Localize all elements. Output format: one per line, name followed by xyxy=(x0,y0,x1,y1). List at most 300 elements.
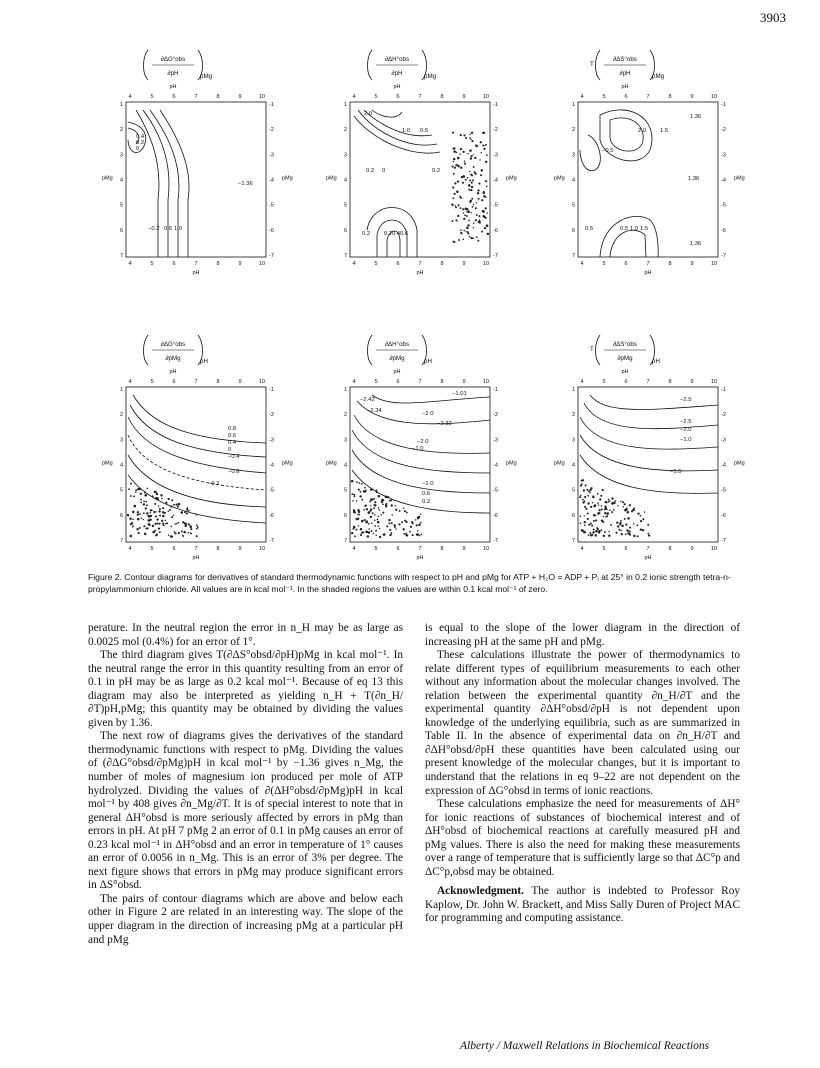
y-tick-left: 5 xyxy=(571,202,575,209)
shade-dot xyxy=(621,534,623,536)
shade-dot xyxy=(486,224,488,226)
shade-dot xyxy=(359,495,361,497)
shade-dot xyxy=(640,528,642,530)
shade-dot xyxy=(378,507,380,509)
y-tick-left: 6 xyxy=(119,512,123,519)
contour-value-label: 0.5 xyxy=(420,128,429,134)
shade-dot xyxy=(637,535,639,537)
shade-dot xyxy=(381,514,383,516)
y-tick-left: 1 xyxy=(343,102,347,108)
shade-dot xyxy=(162,507,164,509)
y-tick-left: 3 xyxy=(119,437,123,444)
contour-value-label: 0.4 xyxy=(392,231,401,237)
contour-value-label: −0.5 xyxy=(602,148,614,154)
y-tick-left: 1 xyxy=(343,387,347,393)
shade-dot xyxy=(468,211,470,213)
shade-dot xyxy=(455,219,457,221)
shade-dot xyxy=(482,215,484,217)
shade-dot xyxy=(409,531,411,533)
shade-dot xyxy=(463,230,465,232)
shade-dot xyxy=(354,494,356,496)
shade-dot xyxy=(604,512,606,514)
panel-title-numerator: ∂ΔS°obs xyxy=(613,56,637,63)
shade-dot xyxy=(472,237,474,239)
shade-dot xyxy=(373,498,375,500)
contour-line xyxy=(130,405,266,457)
shade-dot xyxy=(648,534,650,536)
shade-dot xyxy=(593,520,595,522)
shade-dot xyxy=(130,483,132,485)
left-paragraph-3: The next row of diagrams gives the derivatives of the standard thermodynamic functions with respect to pMg. Dividing the values of (∂ΔG°obsd/∂pMg)pH in kcal mol⁻¹ by −1.36 gives n_Mg, the number of moles of magnesium ion produced per mole of ATP hydrolyzed. Dividing the values of ∂(ΔH°obsd/∂pMg)pH in kcal mol⁻¹ by 408 gives ∂n_Mg/∂T. It is of special interest to note that in general ΔH°obsd is more seriously affected by errors in pMg than errors in pH. At pH 7 pMg 2 an error of 0.1 in pMg causes an error of 0.23 kcal mol⁻¹ in ΔH°obsd and an error in temperature of 1° causes an error of 0.0056 in n_Mg. This is an error of 3% per degree. The next figure shows that errors in pMg may produce significant errors in ΔS°obsd. xyxy=(88,730,403,892)
shade-dot xyxy=(468,220,470,222)
y-tick-left: 6 xyxy=(343,512,347,519)
shade-dot xyxy=(132,511,135,514)
shade-dot xyxy=(173,504,175,506)
shade-dot xyxy=(393,524,395,526)
y-tick-right: -2 xyxy=(269,412,274,419)
x-tick-top: 5 xyxy=(374,379,378,385)
shade-dot xyxy=(377,519,379,521)
contour-panel-5 xyxy=(312,325,517,570)
shade-dot xyxy=(155,515,157,517)
shade-dot xyxy=(358,482,360,484)
contour-value-label: −2.5 xyxy=(680,397,692,403)
shade-dot xyxy=(642,529,644,531)
shade-dot xyxy=(376,534,377,535)
contour-diagram-2 xyxy=(312,40,517,285)
shade-dot xyxy=(190,528,192,530)
contour-value-label: 0 xyxy=(136,146,140,152)
shade-dot xyxy=(618,529,620,531)
x-tick-top: 7 xyxy=(646,94,650,100)
contour-value-label: 0.2 xyxy=(384,231,393,237)
shade-dot xyxy=(158,510,160,512)
x-tick-bottom: 8 xyxy=(216,546,220,552)
shade-dot xyxy=(587,512,589,514)
shade-dot xyxy=(366,531,368,533)
shade-dot xyxy=(370,508,372,510)
y-tick-right: -3 xyxy=(493,152,498,159)
contour-value-label: 0.6 xyxy=(400,231,409,237)
shade-dot xyxy=(145,528,147,530)
shade-dot xyxy=(416,524,418,526)
shade-dot xyxy=(469,180,471,182)
shade-dot xyxy=(452,186,454,188)
contour-value-label: 1.5 xyxy=(640,226,649,232)
shade-dot xyxy=(474,171,476,173)
right-paragraph-3: These calculations emphasize the need for measurements of ΔH° for ionic reactions of substances of biochemical interest and of ΔH°obsd of biochemical reactions at carefully measured pH and pMg values. There is also the need for making these measurements over a range of temperature that is sufficiently large so that ΔC°p and ΔC°p,obsd may be obtained. xyxy=(425,798,740,878)
shade-dot xyxy=(464,214,466,216)
panel-title-subscript: pMg xyxy=(200,73,213,80)
shade-dot xyxy=(647,524,649,526)
left-column xyxy=(88,622,403,947)
shade-dot xyxy=(139,527,141,529)
shade-dot xyxy=(608,499,609,500)
shade-dot xyxy=(480,174,482,176)
shaded-region xyxy=(451,132,489,243)
shade-dot xyxy=(354,535,356,537)
x-tick-bottom: 10 xyxy=(482,546,490,552)
shade-dot xyxy=(171,516,173,518)
shade-dot xyxy=(591,524,593,526)
panel-title-denominator: ∂pH xyxy=(391,70,403,77)
panel-title xyxy=(144,50,213,80)
shade-dot xyxy=(453,241,455,243)
contour-line xyxy=(352,450,490,493)
shade-dot xyxy=(598,531,601,534)
shade-dot xyxy=(161,520,163,522)
y-tick-left: 7 xyxy=(571,538,575,544)
shade-dot xyxy=(134,505,137,508)
panel-title xyxy=(590,50,665,80)
y-tick-right: -3 xyxy=(721,437,726,444)
shade-dot xyxy=(471,186,473,188)
x-tick-bottom: 7 xyxy=(194,546,198,552)
contour-lines xyxy=(128,395,266,523)
x-tick-top: 4 xyxy=(128,94,132,100)
shade-dot xyxy=(132,519,134,521)
contour-value-label: −2.5 xyxy=(680,419,692,425)
x-tick-bottom: 4 xyxy=(128,261,132,267)
shade-dot xyxy=(168,498,170,500)
contour-line xyxy=(128,417,266,473)
contour-line xyxy=(580,135,600,171)
x-tick-top: 8 xyxy=(440,94,444,100)
plot-frame xyxy=(126,102,266,257)
y-axis-label-right: pMg xyxy=(734,175,745,182)
shade-dot xyxy=(478,198,480,200)
shade-dot xyxy=(580,522,582,524)
shade-dot xyxy=(464,163,466,165)
shade-dot xyxy=(357,518,359,520)
y-tick-right: -5 xyxy=(721,202,726,209)
shade-dot xyxy=(584,500,586,502)
shade-dot xyxy=(415,519,416,520)
shade-dot xyxy=(475,207,477,209)
shade-dot xyxy=(604,509,606,511)
y-tick-right: -1 xyxy=(721,102,726,108)
shade-dot xyxy=(358,525,360,527)
shade-dot xyxy=(642,518,644,520)
shade-dot xyxy=(147,515,149,517)
panel-title-numerator: ∂ΔG°obs xyxy=(160,56,186,63)
x-tick-top: 10 xyxy=(258,379,266,385)
shade-dot xyxy=(625,524,627,526)
shade-dot xyxy=(589,489,591,491)
shade-dot xyxy=(604,531,606,533)
contour-line xyxy=(580,455,718,493)
contour-panel-4 xyxy=(88,325,293,570)
y-tick-left: 3 xyxy=(571,437,575,444)
shade-dot xyxy=(129,535,132,538)
contour-value-label: −2.0 xyxy=(680,427,692,433)
shade-dot xyxy=(475,144,477,146)
shade-dot xyxy=(581,483,583,485)
contour-value-label: −0.4 xyxy=(228,454,240,460)
shade-dot xyxy=(140,513,142,515)
contour-line xyxy=(610,230,646,257)
x-tick-bottom: 10 xyxy=(258,261,266,267)
contour-panel-6 xyxy=(540,325,745,570)
right-paragraph-2: These calculations illustrate the power of thermodynamics to relate different types of equilibrium measurements to each other without any information about the molecular changes involved. The relation between the experimental quantity ∂n_H/∂T and the experimental quantity ∂ΔH°obsd/∂pH is not dependent upon knowledge of the underlying equilibria, such as are summarized in Table II. In the absence of experimental data on ∂n_H/∂T and ∂ΔH°obsd/∂pH these quantities have been calculated using our present knowledge of the molecular changes, but it is important to understand that the relations in eq 9–22 are not dependent on the expression of ΔG°obsd in terms of ionic reactions. xyxy=(425,649,740,797)
contour-value-label: 0.5 xyxy=(620,226,629,232)
shade-dot xyxy=(460,148,462,150)
shade-dot xyxy=(478,221,480,223)
y-axis-label-left: pMg xyxy=(326,175,337,182)
y-tick-left: 4 xyxy=(571,177,575,184)
contour-line xyxy=(580,435,718,471)
shade-dot xyxy=(585,485,587,487)
shade-dot xyxy=(140,499,142,501)
shade-dot xyxy=(367,520,369,522)
shade-dot xyxy=(481,231,483,233)
shade-dot xyxy=(482,145,484,147)
shade-dot xyxy=(478,215,480,217)
shade-dot xyxy=(182,521,184,523)
shade-dot xyxy=(584,496,586,498)
shade-dot xyxy=(173,515,174,516)
y-tick-left: 2 xyxy=(343,412,347,419)
figure-caption: Figure 2. Contour diagrams for derivatives of standard thermodynamic functions with respect to pH and pMg for ATP + H₂O = ADP + Pᵢ at 25° in 0.2 ionic strength tetra-n-propylammonium chloride. All values are in kcal mol⁻¹. In the shaded regions the values are within 0.1 kcal mol⁻¹ of zero. xyxy=(88,572,731,594)
contour-value-label: −2.0 xyxy=(422,411,434,417)
shade-dot xyxy=(451,220,453,222)
contour-lines xyxy=(128,110,189,257)
shade-dot xyxy=(367,512,369,514)
shade-dot xyxy=(457,180,459,182)
shade-dot xyxy=(606,508,608,510)
shade-dot xyxy=(470,200,472,202)
shade-dot xyxy=(469,149,471,151)
shade-dot xyxy=(580,515,582,517)
y-tick-left: 1 xyxy=(119,102,123,108)
shade-dot xyxy=(485,207,487,209)
left-paragraph-1: perature. In the neutral region the error in n_H may be as large as 0.0025 mol (0.4%) for an error of 1°. xyxy=(88,622,403,648)
shade-dot xyxy=(601,505,603,507)
x-tick-bottom: 6 xyxy=(172,261,176,267)
left-paren xyxy=(368,335,373,365)
shade-dot xyxy=(476,202,477,203)
shade-dot xyxy=(457,215,459,217)
x-tick-bottom: 10 xyxy=(710,261,718,267)
contour-value-label: 1.36 xyxy=(690,114,702,120)
x-tick-bottom: 6 xyxy=(624,546,628,552)
left-paragraph-4: The pairs of contour diagrams which are above and below each other in Figure 2 are related in an interesting way. The slope of the upper diagram in the direction of increasing pMg at a particular pH and pMg xyxy=(88,892,403,946)
shade-dot xyxy=(595,519,597,521)
shade-dot xyxy=(382,503,384,505)
y-tick-left: 1 xyxy=(571,102,575,108)
shade-dot xyxy=(392,514,393,515)
shade-dot xyxy=(374,514,376,516)
y-tick-right: -6 xyxy=(493,512,498,519)
shade-dot xyxy=(144,533,147,536)
shade-dot xyxy=(469,171,471,173)
panel-title-denominator: ∂pMg xyxy=(617,355,633,362)
shade-dot xyxy=(379,536,381,538)
shade-dot xyxy=(457,157,460,160)
shade-dot xyxy=(374,519,376,521)
x-tick-bottom: 8 xyxy=(216,261,220,267)
shade-dot xyxy=(593,528,595,530)
contour-value-label: −1.36 xyxy=(238,181,253,187)
shade-dot xyxy=(357,513,359,515)
shade-dot xyxy=(177,506,179,508)
shade-dot xyxy=(171,535,173,537)
y-tick-right: -7 xyxy=(721,253,726,259)
contour-value-label: 0.5 xyxy=(585,226,594,232)
shade-dot xyxy=(604,505,606,507)
shade-dot xyxy=(378,495,381,498)
x-tick-top: 6 xyxy=(396,94,400,100)
shade-dot xyxy=(359,514,361,516)
contour-value-label: −2.32 xyxy=(437,421,452,427)
shade-dot xyxy=(633,523,635,525)
shade-dot xyxy=(372,533,373,534)
panel-title-numerator: ∂ΔH°obs xyxy=(384,341,410,348)
shade-dot xyxy=(593,514,595,516)
y-tick-right: -4 xyxy=(493,177,498,184)
shade-dot xyxy=(477,240,479,242)
shade-dot xyxy=(406,512,408,514)
shade-dot xyxy=(395,509,397,511)
shade-dot xyxy=(465,179,467,181)
y-tick-left: 6 xyxy=(343,227,347,234)
shade-dot xyxy=(372,512,374,514)
y-axis-label-left: pMg xyxy=(326,460,337,467)
shade-dot xyxy=(453,158,455,160)
y-tick-right: -2 xyxy=(493,412,498,419)
shade-dot xyxy=(616,521,618,523)
x-tick-bottom: 7 xyxy=(418,546,422,552)
shade-dot xyxy=(377,516,379,518)
shade-dot xyxy=(143,519,144,520)
x-tick-top: 4 xyxy=(128,379,132,385)
panel-title-numerator: ∂ΔH°obs xyxy=(384,56,410,63)
shade-dot xyxy=(583,489,585,491)
shade-dot xyxy=(351,532,353,534)
contour-value-label: −0.6 xyxy=(228,469,240,475)
shade-dot xyxy=(473,222,475,224)
y-tick-left: 4 xyxy=(343,177,347,184)
shade-dot xyxy=(353,526,356,529)
shade-dot xyxy=(587,495,589,497)
y-tick-right: -1 xyxy=(269,102,274,108)
y-tick-right: -7 xyxy=(493,538,498,544)
shade-dot xyxy=(354,495,356,497)
y-tick-left: 6 xyxy=(571,227,575,234)
x-tick-top: 7 xyxy=(418,379,422,385)
y-tick-right: -5 xyxy=(493,487,498,494)
shade-dot xyxy=(473,166,475,168)
shade-dot xyxy=(169,509,171,511)
shade-dot xyxy=(483,195,486,198)
shade-dot xyxy=(128,488,130,490)
shade-dot xyxy=(622,525,624,527)
y-tick-left: 1 xyxy=(119,387,123,393)
x-tick-top: 9 xyxy=(238,379,242,385)
x-tick-top: 10 xyxy=(482,379,490,385)
shade-dot xyxy=(133,495,135,497)
shade-dot xyxy=(458,165,460,167)
shade-dot xyxy=(371,522,372,523)
shade-dot xyxy=(132,526,133,527)
shade-dot xyxy=(148,519,151,522)
x-tick-bottom: 5 xyxy=(602,261,606,267)
x-tick-top: 6 xyxy=(624,94,628,100)
shade-dot xyxy=(472,206,474,208)
shade-dot xyxy=(145,501,147,503)
x-tick-bottom: 5 xyxy=(150,546,154,552)
shade-dot xyxy=(390,504,392,506)
shade-dot xyxy=(160,494,162,496)
x-tick-bottom: 6 xyxy=(172,546,176,552)
shade-dot xyxy=(454,193,456,195)
shade-dot xyxy=(376,489,378,491)
shade-dot xyxy=(587,502,589,504)
contour-line xyxy=(136,110,159,257)
y-tick-right: -4 xyxy=(721,462,726,469)
shade-dot xyxy=(365,489,367,491)
shade-dot xyxy=(394,505,395,506)
shade-dot xyxy=(361,499,363,501)
shade-dot xyxy=(590,506,592,508)
shade-dot xyxy=(644,511,645,512)
shade-dot xyxy=(164,512,166,514)
shade-dot xyxy=(479,219,480,220)
shade-dot xyxy=(356,481,358,483)
shade-dot xyxy=(144,494,147,497)
shade-dot xyxy=(477,192,479,194)
x-tick-top: 10 xyxy=(710,379,718,385)
shade-dot xyxy=(460,134,462,136)
shade-dot xyxy=(462,208,464,210)
shade-dot xyxy=(188,523,190,525)
shade-dot xyxy=(373,504,375,506)
shade-dot xyxy=(471,132,473,134)
x-tick-top: 10 xyxy=(710,94,718,100)
y-tick-left: 4 xyxy=(119,462,123,469)
x-tick-top: 6 xyxy=(396,379,400,385)
page-number: 3903 xyxy=(760,10,786,25)
shade-dot xyxy=(480,152,481,153)
shade-dot xyxy=(374,501,376,503)
shade-dot xyxy=(361,483,363,485)
x-tick-bottom: 6 xyxy=(396,261,400,267)
panel-title-subscript: pH xyxy=(200,358,208,365)
y-tick-left: 2 xyxy=(119,127,123,134)
contour-value-label: 0 xyxy=(382,168,386,174)
shade-dot xyxy=(597,502,599,504)
shade-dot xyxy=(469,137,470,138)
shade-dot xyxy=(188,510,190,512)
contour-panel-3 xyxy=(540,40,745,285)
y-tick-left: 5 xyxy=(343,487,347,494)
x-tick-bottom: 7 xyxy=(646,261,650,267)
shade-dot xyxy=(417,530,418,531)
shade-dot xyxy=(453,161,454,162)
shade-dot xyxy=(158,505,159,506)
x-tick-top: 5 xyxy=(602,379,606,385)
shade-dot xyxy=(461,176,463,178)
shade-dot xyxy=(389,500,391,502)
x-tick-bottom: 7 xyxy=(418,261,422,267)
y-axis-label-right: pMg xyxy=(734,460,745,467)
shade-dot xyxy=(616,532,618,534)
x-tick-bottom: 9 xyxy=(238,546,242,552)
contour-value-label: 0.6 xyxy=(422,491,431,497)
y-tick-right: -5 xyxy=(721,487,726,494)
left-paren xyxy=(368,50,373,80)
panel-title-subscript: pMg xyxy=(652,73,665,80)
